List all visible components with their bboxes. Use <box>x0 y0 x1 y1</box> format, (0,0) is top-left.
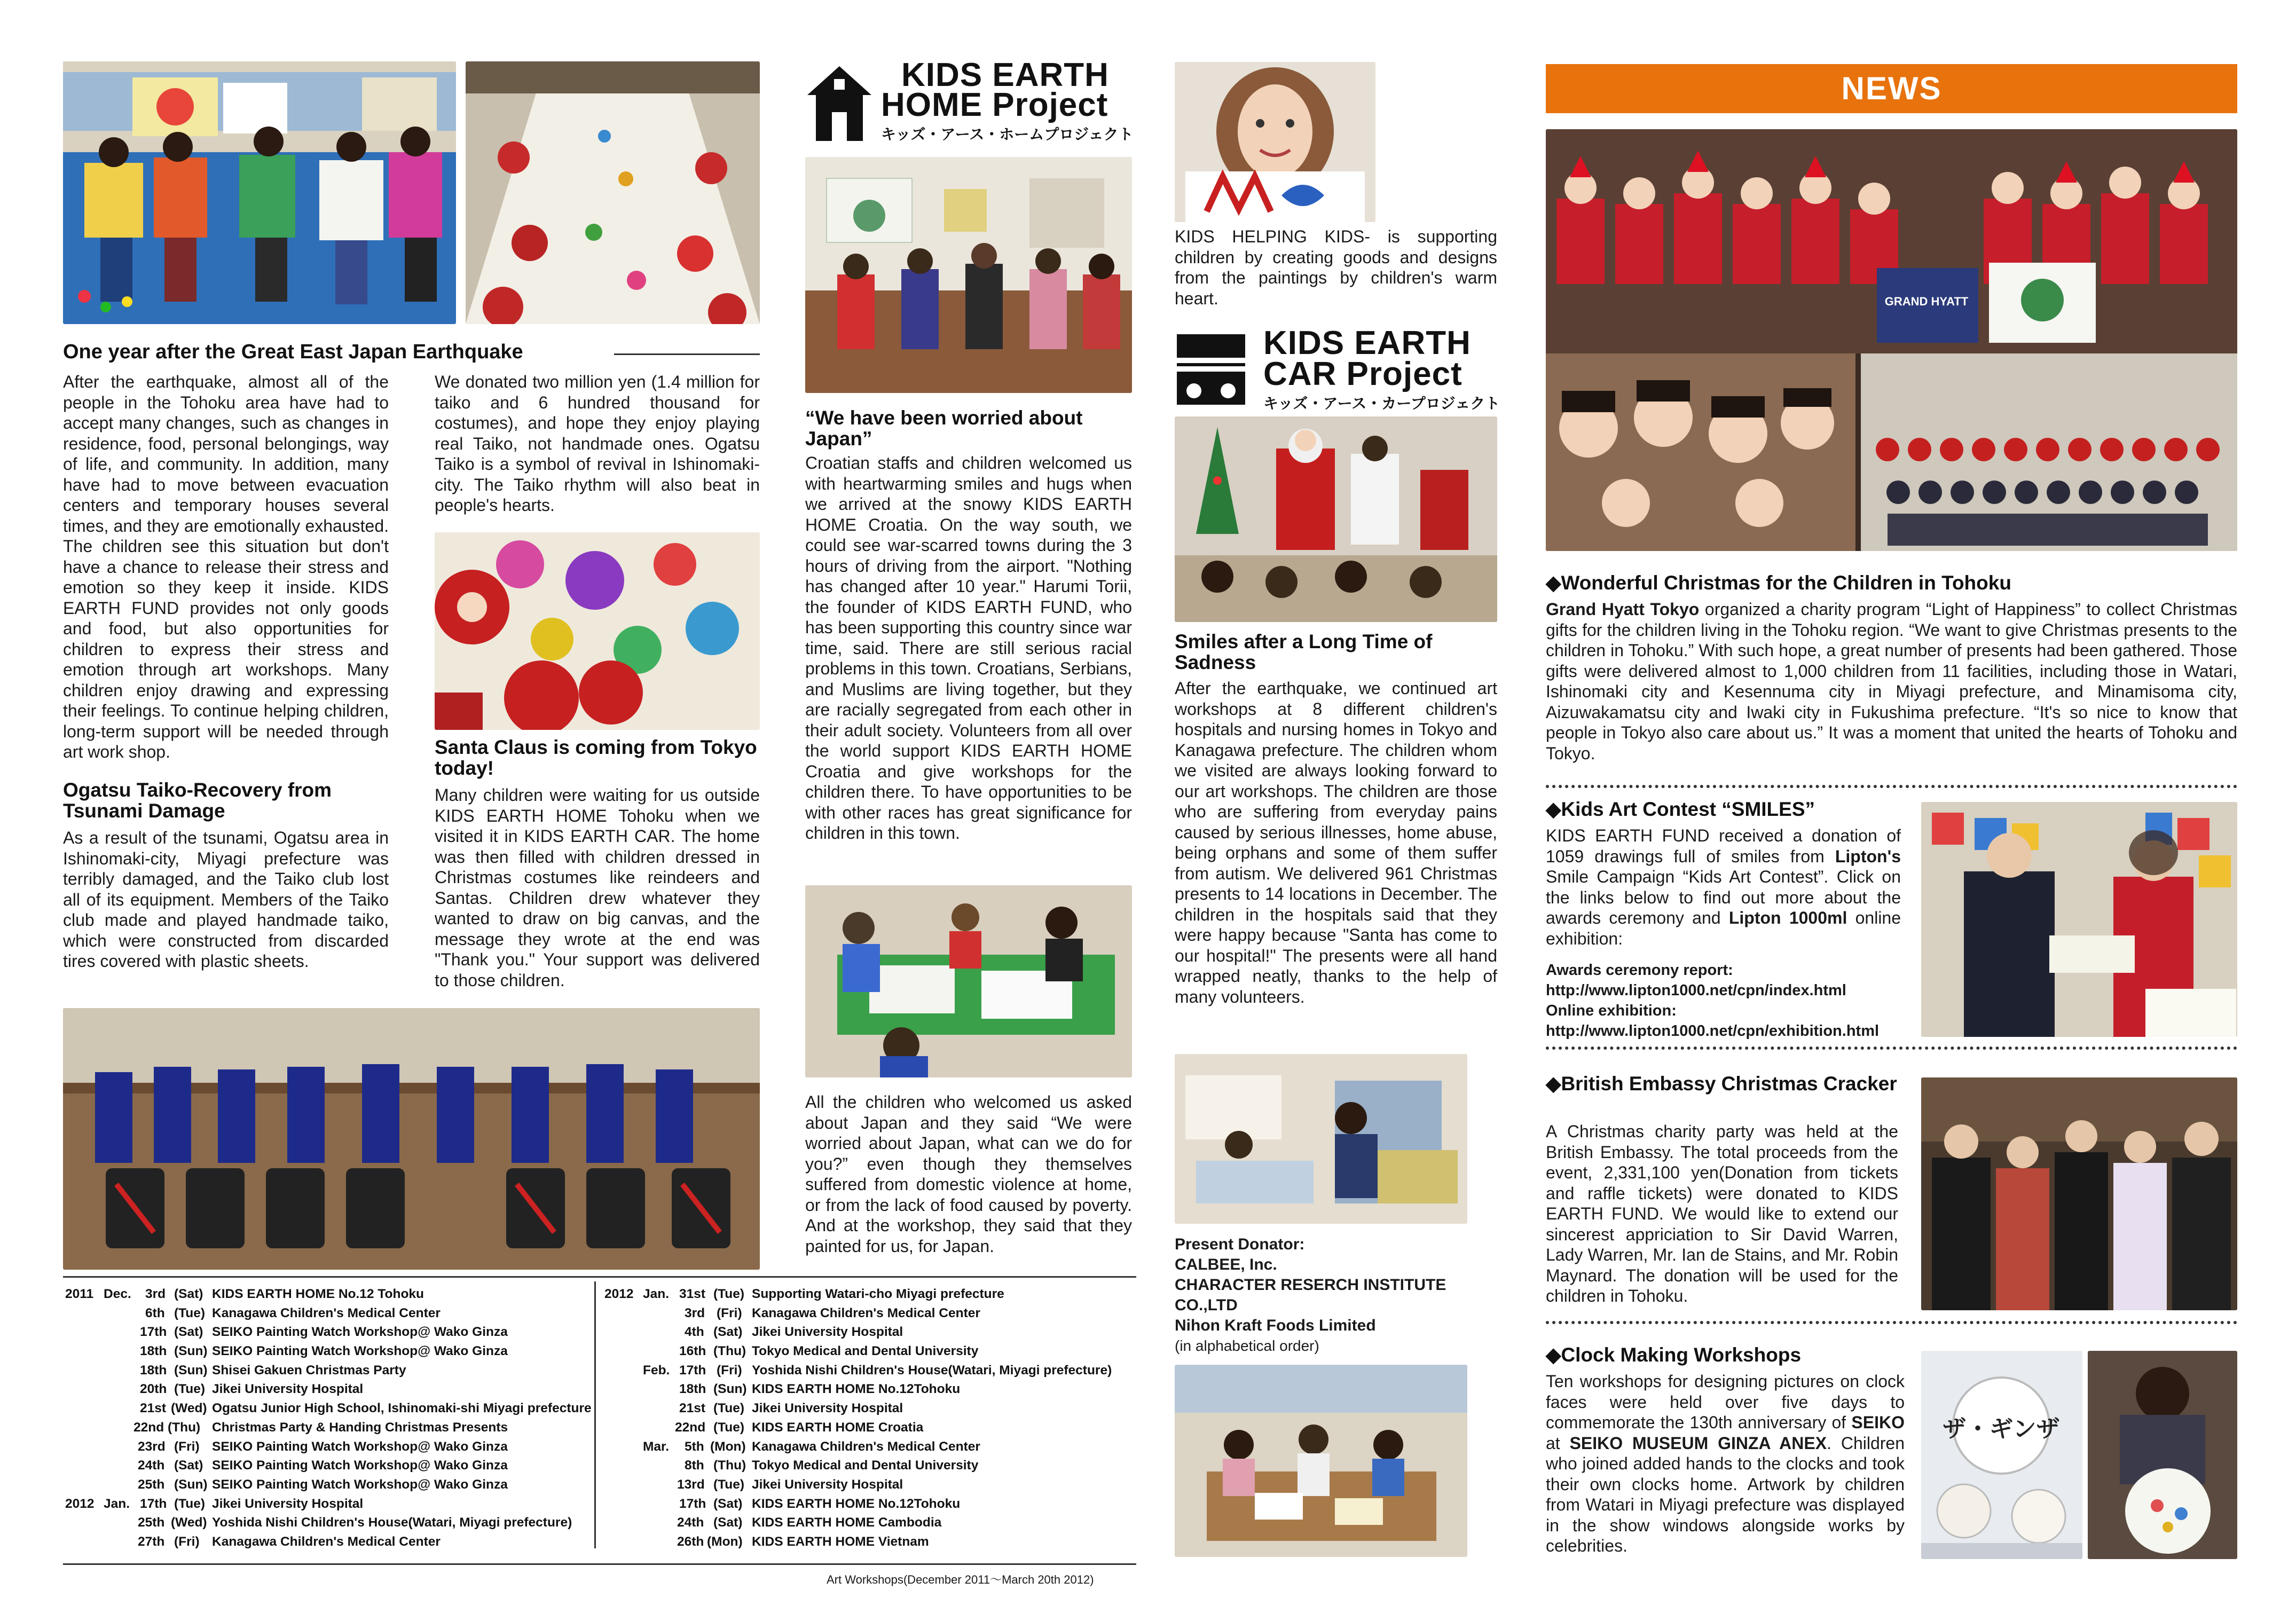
schedule-row: Feb. 17th (Fri) Yoshida Nishi Children's House(Watari, Miyagi prefecture) <box>643 1363 1112 1378</box>
news4-text-a: Ten workshops for designing pictures on clock faces were held over five days to commemorate the 130th anniversary of <box>1546 1372 1905 1432</box>
schedule-row: 17th (Sat) KIDS EARTH HOME No.12Tohoku <box>679 1496 961 1511</box>
schedule-row: 25th (Wed) Yoshida Nishi Children's House(Watari, Miyagi prefecture) <box>138 1515 572 1530</box>
online-exhibition-link[interactable]: http://www.lipton1000.net/cpn/exhibition.html <box>1546 1022 1880 1040</box>
taiko-title: Ogatsu Taiko-Recovery from Tsunami Damage <box>63 779 332 822</box>
schedule-row: 2012 Jan. 31st (Tue) Supporting Watari-cho Miyagi prefecture <box>604 1287 1004 1301</box>
news1-lead: Grand Hyatt Tokyo <box>1546 600 1700 619</box>
schedule-row: 3rd (Fri) Kanagawa Children's Medical Center <box>685 1305 980 1320</box>
schedule-row: 17th (Sat) SEIKO Painting Watch Workshop@ Wako Ginza <box>140 1325 508 1340</box>
schedule-row: 18th (Sun) KIDS EARTH HOME No.12Tohoku <box>679 1382 961 1397</box>
donator-2: CHARACTER RESERCH INSTITUTE CO.,LTD <box>1175 1276 1446 1314</box>
car-title: Smiles after a Long Time of Sadness <box>1175 631 1433 673</box>
schedule-row: 24th (Sat) SEIKO Painting Watch Workshop@ Wako Ginza <box>138 1458 508 1473</box>
schedule-bottom-rule <box>63 1563 1136 1565</box>
news2-text-e: online exhibition: <box>1546 908 1901 948</box>
ginza-sign: ザ・ギンザ <box>1943 1416 2060 1442</box>
photo-british-embassy <box>1921 1077 2237 1310</box>
photo-hyatt-group <box>1546 129 2237 551</box>
news-banner-title: NEWS <box>1841 70 1942 106</box>
news3-body: A Christmas charity party was held at the British Embassy. The total proceeds from the event, 2,331,100 yen(Donation from tickets and raffle tickets) were donated to KIDS EARTH FUND. We would like to extend our sincerest appriciation to Sir David Warren, Lady Warren, Mr. Ian de Stains, and Mr. Robin Maynard. The donation will be used for the children in Tohoku. <box>1546 1122 1898 1305</box>
schedule-row: 8th (Thu) Tokyo Medical and Dental University <box>685 1458 979 1473</box>
home-body: Croatian staffs and children welcomed us with heartwarming smiles and hugs when we arrived at the snowy KIDS EARTH HOME Croatia. On the way south, we could see war-scarred towns during the 3 hours of driving from the airport. "Nothing has changed after 10 year." Harumi Torii, the founder of KIDS EARTH FUND, who has been supporting this country since war time, said. There are still serious racial problems in this town. Croatians, Serbians, and Muslims are living together, but they are racially segregated from each other in their adult society. Volunteers from all over the world support KIDS EARTH HOME Croatia and give workshops for the children there. To have opportunities to be with other races has great significance for children in this town. <box>805 453 1132 843</box>
news2-body <box>1546 825 1901 949</box>
news1-body <box>1546 599 2237 764</box>
photo-children-paintings <box>63 61 456 324</box>
house-logo-icon <box>805 63 874 143</box>
schedule-row: 26th (Mon) KIDS EARTH HOME Vietnam <box>677 1534 929 1549</box>
home-logo-line2: HOME Project <box>881 86 1108 123</box>
photo-croatia-workshop <box>805 885 1132 1077</box>
divider-2 <box>1546 1046 2237 1050</box>
news2-lipton-1000: Lipton 1000ml <box>1728 908 1847 927</box>
news1-text: organized a charity program “Light of Happiness” to collect Christmas gifts for the children living in the Tohoku region. “We want to give Christmas presents to the children in Tohoku.” With such hope, a great number of presents had been gathered. Those gifts were delivered almost to 1,000 children from 11 facilities, including those in Watari, Ishinomaki city and Kesennuma city in Miyagi prefecture, and Minamisoma city, Aizuwakamatsu city and Iwaki city in Fukushima prefecture. “It's so nice to know that people in Tokyo also care about us.” It was a moment that united the hearts of Tohoku and Tokyo. <box>1546 600 2238 763</box>
divider-3 <box>1546 1321 2237 1324</box>
photo-hospital-children <box>1175 1054 1467 1224</box>
news2-text-a: KIDS EARTH FUND received a donation of 1059 drawings full of smiles from <box>1546 826 1901 866</box>
santa-title: Santa Claus is coming from Tokyo today! <box>435 736 757 779</box>
photo-clock-painting <box>2088 1351 2237 1559</box>
photo-hospital-workshop <box>1175 1365 1467 1557</box>
news4-text-c: at <box>1546 1433 1570 1453</box>
photo-taiko-performance <box>63 1008 760 1270</box>
news4-title: ◆Clock Making Workshops <box>1546 1344 1802 1366</box>
schedule-row: 22nd (Thu) Christmas Party & Handing Christmas Presents <box>133 1420 508 1435</box>
schedule-row: 24th (Sat) KIDS EARTH HOME Cambodia <box>677 1515 942 1530</box>
awards-report-label: Awards ceremony report: <box>1546 962 1733 979</box>
car-logo-line2: CAR Project <box>1263 356 1462 392</box>
donator-note: (in alphabetical order) <box>1175 1337 1319 1354</box>
schedule-row: 21st (Tue) Jikei University Hospital <box>679 1401 903 1416</box>
schedule-top-rule <box>63 1276 1136 1278</box>
schedule-row: 27th (Fri) Kanagawa Children's Medical Center <box>138 1534 441 1549</box>
headline-one-year: One year after the Great East Japan Earthquake <box>63 341 523 363</box>
donator-label: Present Donator: <box>1175 1236 1305 1253</box>
car-body: After the earthquake, we continued art workshops at 8 different children's hospitals and nursing homes in Tokyo and Kanagawa prefecture. The children whom we visited are always looking forward to our art workshops. The children are those who are suffering from everyday pains caused by serious illnesses, home abuse, being orphans and some of them suffer from autism. We delivered 961 Christmas presents to 14 locations in December. The children in the hospitals said that they were happy because "Santa has come to our hospital!" The presents were all hand wrapped neatly, thanks to the help of many volunteers. <box>1175 679 1497 1006</box>
schedule-row: 6th (Tue) Kanagawa Children's Medical Center <box>145 1305 441 1320</box>
schedule-caption: Art Workshops(December 2011～March 20th 2012) <box>827 1573 1094 1586</box>
news4-body <box>1546 1371 1905 1556</box>
online-exhibition-label: Online exhibition: <box>1546 1002 1677 1019</box>
photo-santa-visit <box>1175 416 1497 622</box>
schedule-row: 18th (Sun) Shisei Gakuen Christmas Party <box>140 1363 406 1378</box>
home-title: “We have been worried about Japan” <box>805 407 1083 450</box>
schedule-row: 2011 Dec. 3rd (Sat) KIDS EARTH HOME No.12 Tohoku <box>65 1287 424 1301</box>
news2-lipton: Lipton's <box>1835 846 1901 866</box>
schedule-divider <box>594 1281 596 1548</box>
home-body2: All the children who welcomed us asked about Japan and they said “We were worried about Japan, what can we do for you?” even though they themselves suffered from domestic violence at home, or from the lack of food caused by poverty. And at the workshop, they said that they painted for us, for Japan. <box>805 1092 1132 1256</box>
schedule-row: 23rd (Fri) SEIKO Painting Watch Workshop@ Wako Ginza <box>138 1439 508 1454</box>
photo-award-ceremony <box>1921 802 2237 1037</box>
divider-1 <box>1546 785 2237 788</box>
news4-museum: SEIKO MUSEUM GINZA ANEX <box>1569 1433 1827 1453</box>
schedule-row: 4th (Sat) Jikei University Hospital <box>685 1325 903 1340</box>
news4-text-e: . Children who joined added hands to the clocks and took their own clocks home. Artwork by children from Watari in Miyagi prefecture was displayed in the show windows alongside works by celebrities. <box>1546 1433 1905 1555</box>
news2-title: ◆Kids Art Contest “SMILES” <box>1546 798 1815 820</box>
awards-report-link[interactable]: http://www.lipton1000.net/cpn/index.html <box>1546 982 1846 999</box>
photo-girl-painting <box>1175 62 1375 222</box>
news4-seiko: SEIKO <box>1851 1413 1905 1432</box>
photo-croatia-room <box>805 157 1132 393</box>
schedule-row: 20th (Tue) Jikei University Hospital <box>140 1382 364 1397</box>
news1-title: ◆Wonderful Christmas for the Children in Tohoku <box>1546 572 2011 594</box>
schedule-row: Mar. 5th (Mon) Kanagawa Children's Medical Center <box>643 1439 980 1454</box>
schedule-row: 16th (Thu) Tokyo Medical and Dental University <box>679 1344 979 1359</box>
photo-santa-canvas <box>435 532 760 730</box>
khk-body: KIDS HELPING KIDS- is supporting children by creating goods and designs from the paintings by children's warm heart. <box>1175 227 1497 308</box>
photo-clock-display <box>1921 1351 2082 1559</box>
donator-1: CALBEE, Inc. <box>1175 1256 1277 1273</box>
schedule-row: 25th (Sun) SEIKO Painting Watch Workshop@ Wako Ginza <box>138 1477 508 1492</box>
schedule-row: 13rd (Tue) Jikei University Hospital <box>677 1477 903 1492</box>
article-intro: After the earthquake, almost all of the people in the Tohoku area have had to accept many changes, such as changes in residence, food, personal belongings, way of life, and community. In addition, many have had to move between evacuation centers and temporary houses several times, and they are emotionally exhausted. The children see this situation but don't have a chance to release their stress and emotion so they keep it inside. KIDS EARTH FUND provides not only goods and food, but also opportunities for children to express their stress and emotion through art workshops. Many children enjoy drawing and expressing their feelings. To continue helping children, long-term support will be needed through art work shop. <box>63 372 389 761</box>
news3-title: ◆British Embassy Christmas Cracker <box>1546 1073 1897 1095</box>
home-logo-line1: KIDS EARTH <box>901 57 1109 93</box>
schedule-left <box>65 1285 592 1552</box>
photo-children-drawing-canvas <box>466 61 760 324</box>
schedule-row: 21st (Wed) Ogatsu Junior High School, Ishinomaki-shi Miyagi prefecture <box>140 1401 592 1416</box>
hyatt-sign: GRAND HYATT <box>1884 295 1969 308</box>
schedule-row: 22nd (Tue) KIDS EARTH HOME Croatia <box>675 1420 924 1435</box>
car-logo-line1: KIDS EARTH <box>1263 325 1471 361</box>
schedule-row: 18th (Sun) SEIKO Painting Watch Workshop@ Wako Ginza <box>140 1344 508 1359</box>
santa-body: Many children were waiting for us outside KIDS EARTH HOME Tohoku when we visited it in KIDS EARTH CAR. The home was then filled with children dressed in Christmas costumes like reindeers and Santas. Children drew whatever they wanted to draw on big canvas, and the message they wrote at the end was "Thank you." Your support was delivered to those children. <box>435 785 760 990</box>
car-logo-icon <box>1175 332 1247 407</box>
donation-body: We donated two million yen (1.4 million for taiko and 6 hundred thousand for costumes), and hope they enjoy playing real Taiko, not handmade ones. Ogatsu Taiko is a symbol of revival in Ishinomaki-city. The Taiko rhythm will also beat in people's hearts. <box>435 372 760 515</box>
donator-3: Nihon Kraft Foods Limited <box>1175 1317 1376 1334</box>
home-logo-jp: キッズ・アース・ホームプロジェクト <box>881 126 1134 143</box>
headline-rule <box>614 353 760 355</box>
car-logo-jp: キッズ・アース・カープロジェクト <box>1263 395 1500 412</box>
taiko-body: As a result of the tsunami, Ogatsu area in Ishinomaki-city, Miyagi prefecture was terribly damaged, and the Taiko club lost all of its equipment. Members of the Taiko club made and played handmade taiko, which were constructed from discarded tires covered with plastic sheets. <box>63 828 389 971</box>
schedule-row: 2012 Jan. 17th (Tue) Jikei University Hospital <box>65 1496 364 1511</box>
news2-text-c: Smile Campaign “Kids Art Contest”. Click on the links below to find out more about the awards ceremony and <box>1546 867 1901 927</box>
schedule-right <box>604 1285 1133 1552</box>
